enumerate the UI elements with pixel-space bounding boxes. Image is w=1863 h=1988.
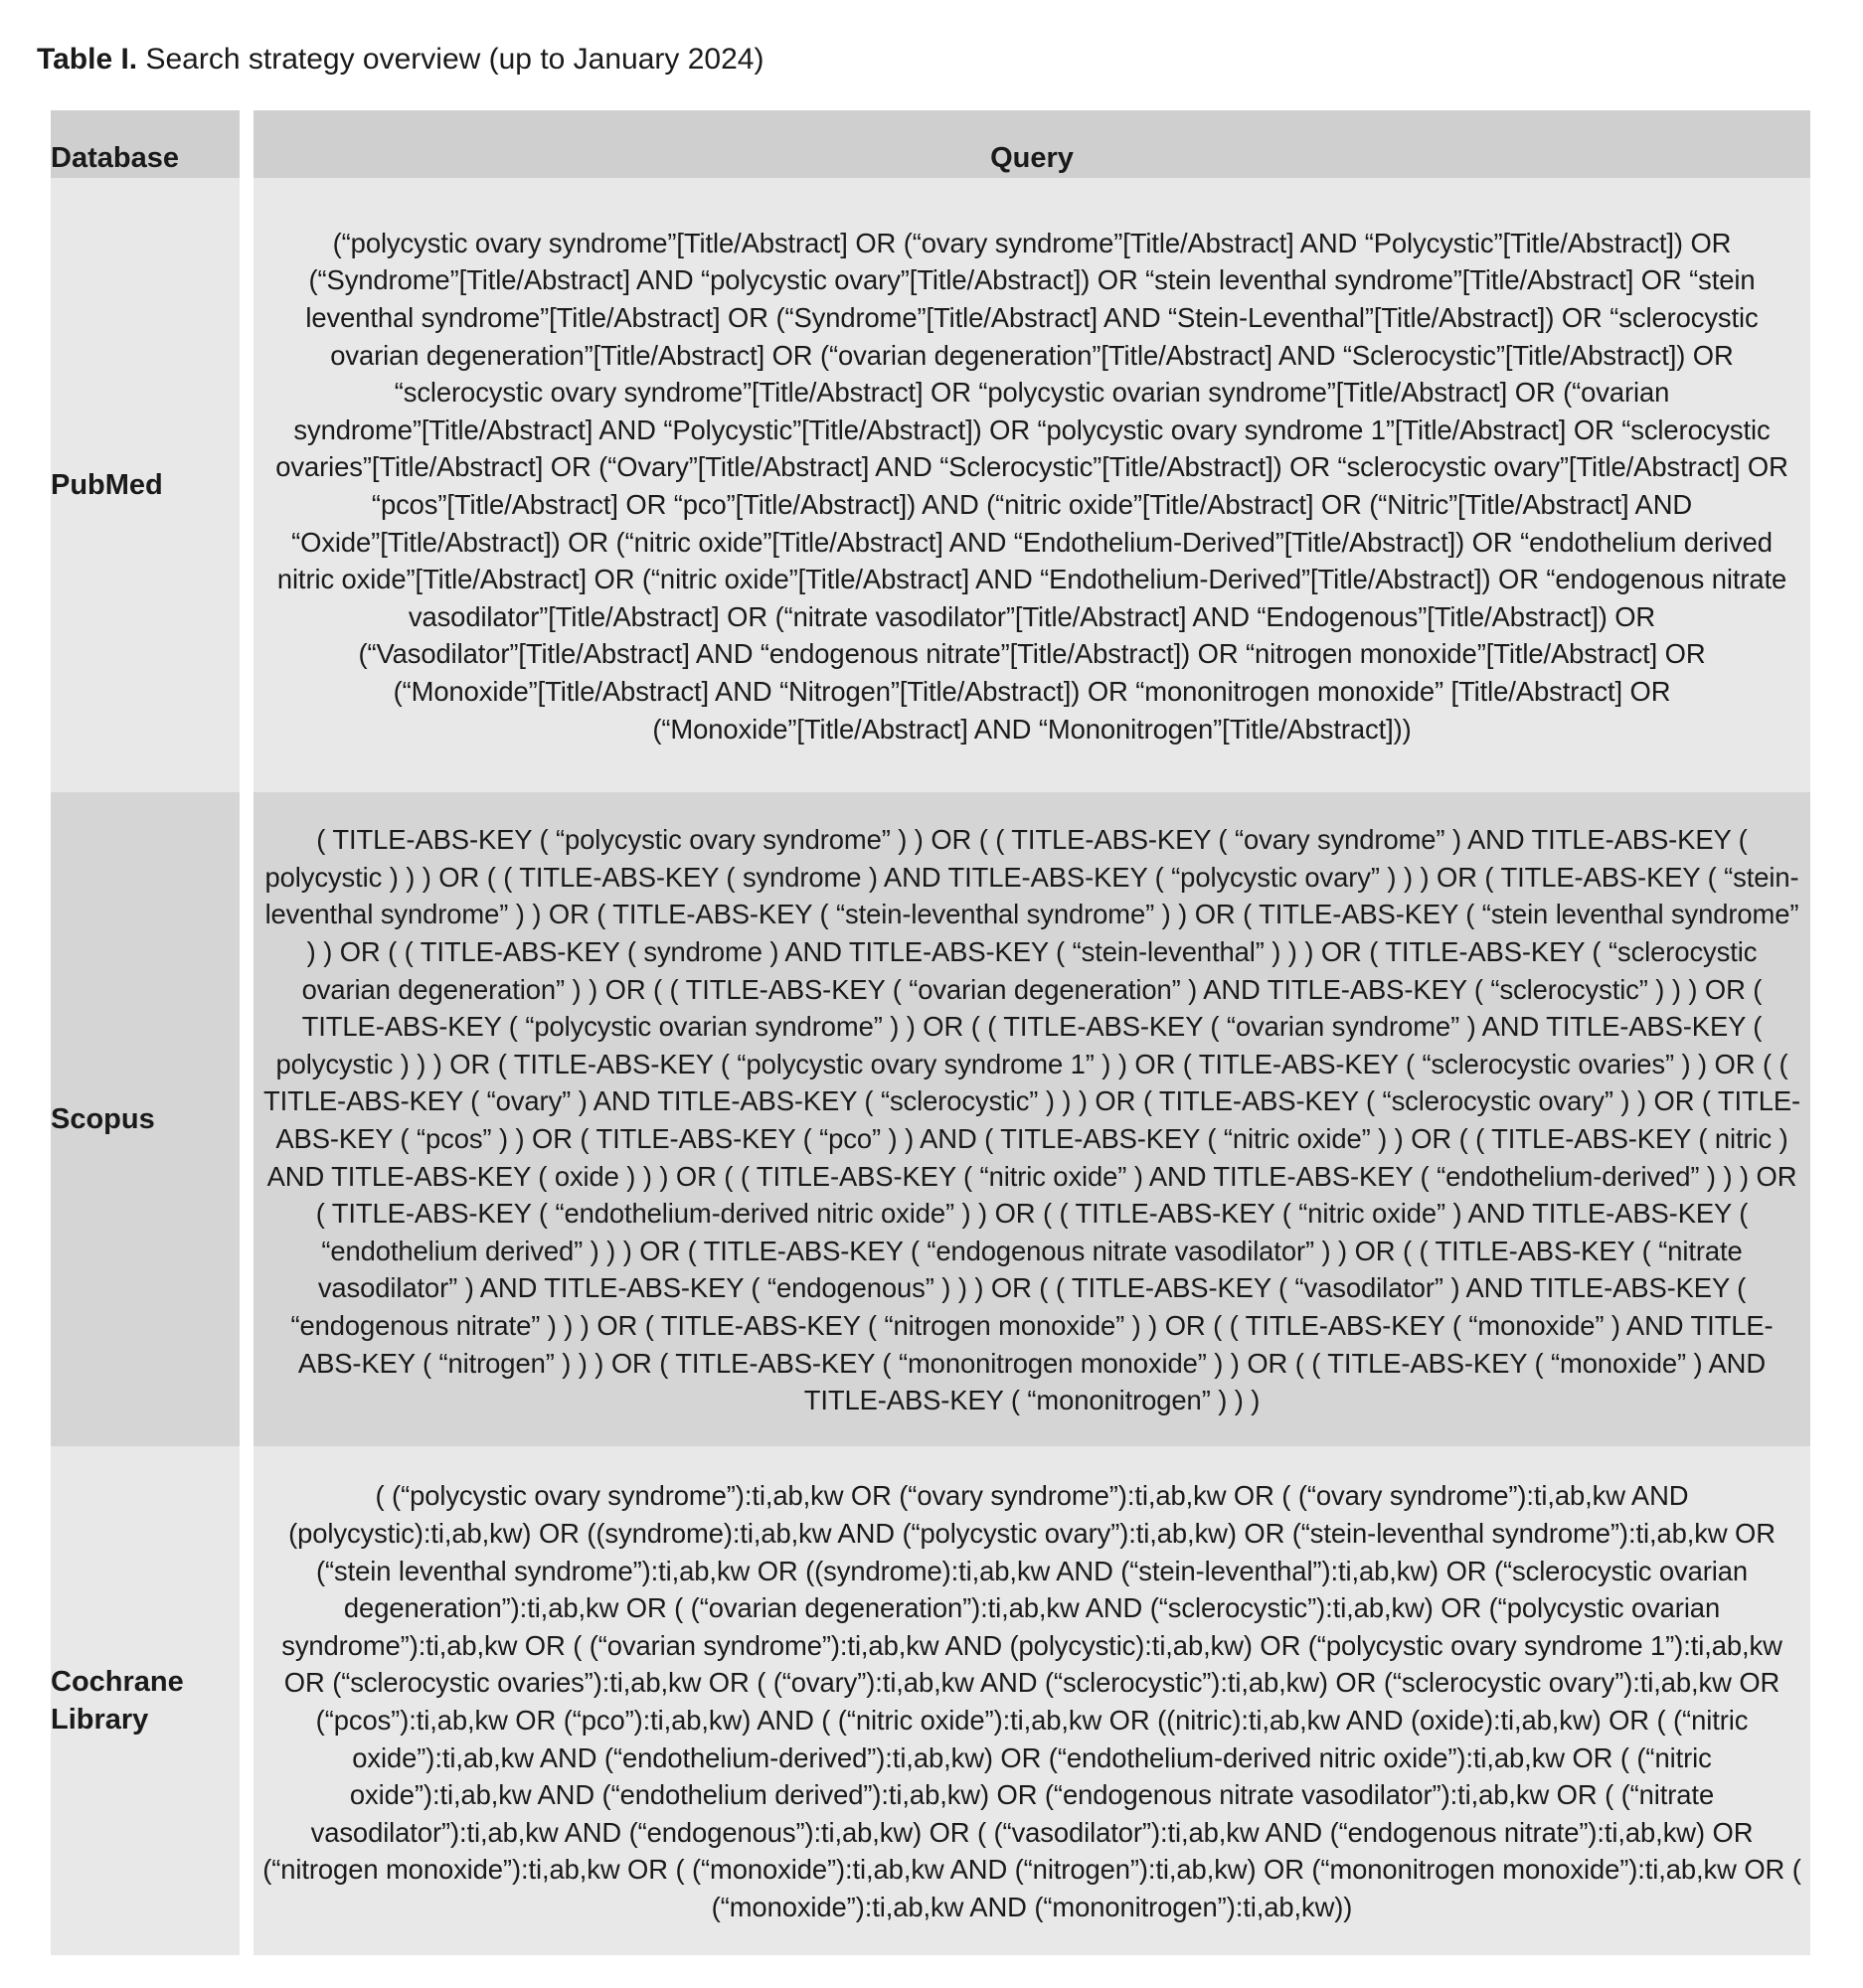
database-cell: Scopus [51, 792, 240, 1446]
table-header-row [51, 110, 1810, 178]
database-cell: Cochrane Library [51, 1446, 240, 1955]
column-header-database: Database [51, 110, 240, 178]
query-cell: (“polycystic ovary syndrome”[Title/Abstract] OR (“ovary syndrome”[Title/Abstract] AND “Polycystic”[Title/Abstract]) OR (“Syndrome”[Title/Abstract] AND “polycystic ovary”[Title/Abstract]) OR “stein leventhal syndrome”[Title/Abstract] OR “stein leventhal syndrome”[Title/Abstract] OR (“Syndrome”[Title/Abstract] AND “Stein-Leventhal”[Title/Abstract]) OR “sclerocystic ovarian degeneration”[Title/Abstract] OR (“ovarian degeneration”[Title/Abstract] AND “Sclerocystic”[Title/Abstract]) OR “sclerocystic ovary syndrome”[Title/Abstract] OR “polycystic ovarian syndrome”[Title/Abstract] OR (“ovarian syndrome”[Title/Abstract] AND “Polycystic”[Title/Abstract]) OR “polycystic ovary syndrome 1”[Title/Abstract] OR “sclerocystic ovaries”[Title/Abstract] OR (“Ovary”[Title/Abstract] AND “Sclerocystic”[Title/Abstract]) OR “sclerocystic ovary”[Title/Abstract] OR “pcos”[Title/Abstract] OR “pco”[Title/Abstract]) AND (“nitric oxide”[Title/Abstract] OR (“Nitric”[Title/Abstract] AND “Oxide”[Title/Abstract]) OR (“nitric oxide”[Title/Abstract] AND “Endothelium-Derived”[Title/Abstract]) OR “endothelium derived nitric oxide”[Title/Abstract] OR (“nitric oxide”[Title/Abstract] AND “Endothelium-Derived”[Title/Abstract]) OR “endogenous nitrate vasodilator”[Title/Abstract] OR (“nitrate vasodilator”[Title/Abstract] AND “Endogenous”[Title/Abstract]) OR (“Vasodilator”[Title/Abstract] AND “endogenous nitrate”[Title/Abstract]) OR “nitrogen monoxide”[Title/Abstract] OR (“Monoxide”[Title/Abstract] AND “Nitrogen”[Title/Abstract]) OR “mononitrogen monoxide” [Title/Abstract] OR (“Monoxide”[Title/Abstract] AND “Mononitrogen”[Title/Abstract])) [254, 178, 1810, 792]
table-caption [37, 38, 763, 82]
table-caption-text: Search strategy overview (up to January 2024) [145, 43, 764, 76]
search-strategy-table [37, 110, 1824, 1955]
table-row-cochrane-library [51, 1446, 1810, 1955]
query-cell: ( (“polycystic ovary syndrome”):ti,ab,kw OR (“ovary syndrome”):ti,ab,kw OR ( (“ovary syndrome”):ti,ab,kw AND (polycystic):ti,ab,kw) OR ((syndrome):ti,ab,kw AND (“polycystic ovary”):ti,ab,kw) OR (“stein-leventhal syndrome”):ti,ab,kw OR (“stein leventhal syndrome”):ti,ab,kw OR ((syndrome):ti,ab,kw AND (“stein-leventhal”):ti,ab,kw) OR (“sclerocystic ovarian degeneration”):ti,ab,kw OR ( (“ovarian degeneration”):ti,ab,kw AND (“sclerocystic”):ti,ab,kw) OR (“polycystic ovarian syndrome”):ti,ab,kw OR ( (“ovarian syndrome”):ti,ab,kw AND (polycystic):ti,ab,kw) OR (“polycystic ovary syndrome 1”):ti,ab,kw OR (“sclerocystic ovaries”):ti,ab,kw OR ( (“ovary”):ti,ab,kw AND (“sclerocystic”):ti,ab,kw) OR (“sclerocystic ovary”):ti,ab,kw OR (“pcos”):ti,ab,kw OR (“pco”):ti,ab,kw) AND ( (“nitric oxide”):ti,ab,kw OR ((nitric):ti,ab,kw AND (oxide):ti,ab,kw) OR ( (“nitric oxide”):ti,ab,kw AND (“endothelium-derived”):ti,ab,kw) OR (“endothelium-derived nitric oxide”):ti,ab,kw OR ( (“nitric oxide”):ti,ab,kw AND (“endothelium derived”):ti,ab,kw) OR (“endogenous nitrate vasodilator”):ti,ab,kw OR ( (“nitrate vasodilator”):ti,ab,kw AND (“endogenous”):ti,ab,kw) OR ( (“vasodilator”):ti,ab,kw AND (“endogenous nitrate”):ti,ab,kw) OR (“nitrogen monoxide”):ti,ab,kw OR ( (“monoxide”):ti,ab,kw AND (“nitrogen”):ti,ab,kw) OR (“mononitrogen monoxide”):ti,ab,kw OR ( (“monoxide”):ti,ab,kw AND (“mononitrogen”):ti,ab,kw)) [254, 1446, 1810, 1955]
column-header-query: Query [254, 110, 1810, 178]
query-cell: ( TITLE-ABS-KEY ( “polycystic ovary syndrome” ) ) OR ( ( TITLE-ABS-KEY ( “ovary syndrome” ) AND TITLE-ABS-KEY ( polycystic ) ) ) OR ( ( TITLE-ABS-KEY ( syndrome ) AND TITLE-ABS-KEY ( “polycystic ovary” ) ) ) OR ( TITLE-ABS-KEY ( “stein-leventhal syndrome” ) ) OR ( TITLE-ABS-KEY ( “stein-leventhal syndrome” ) ) OR ( TITLE-ABS-KEY ( “stein leventhal syndrome” ) ) OR ( ( TITLE-ABS-KEY ( syndrome ) AND TITLE-ABS-KEY ( “stein-leventhal” ) ) ) OR ( TITLE-ABS-KEY ( “sclerocystic ovarian degeneration” ) ) OR ( ( TITLE-ABS-KEY ( “ovarian degeneration” ) AND TITLE-ABS-KEY ( “sclerocystic” ) ) ) OR ( TITLE-ABS-KEY ( “polycystic ovarian syndrome” ) ) OR ( ( TITLE-ABS-KEY ( “ovarian syndrome” ) AND TITLE-ABS-KEY ( polycystic ) ) ) OR ( TITLE-ABS-KEY ( “polycystic ovary syndrome 1” ) ) OR ( TITLE-ABS-KEY ( “sclerocystic ovaries” ) ) OR ( ( TITLE-ABS-KEY ( “ovary” ) AND TITLE-ABS-KEY ( “sclerocystic” ) ) ) OR ( TITLE-ABS-KEY ( “sclerocystic ovary” ) ) OR ( TITLE-ABS-KEY ( “pcos” ) ) OR ( TITLE-ABS-KEY ( “pco” ) ) AND ( TITLE-ABS-KEY ( “nitric oxide” ) ) OR ( ( TITLE-ABS-KEY ( nitric ) AND TITLE-ABS-KEY ( oxide ) ) ) OR ( ( TITLE-ABS-KEY ( “nitric oxide” ) AND TITLE-ABS-KEY ( “endothelium-derived” ) ) ) OR ( TITLE-ABS-KEY ( “endothelium-derived nitric oxide” ) ) OR ( ( TITLE-ABS-KEY ( “nitric oxide” ) AND TITLE-ABS-KEY ( “endothelium derived” ) ) ) OR ( TITLE-ABS-KEY ( “endogenous nitrate vasodilator” ) ) OR ( ( TITLE-ABS-KEY ( “nitrate vasodilator” ) AND TITLE-ABS-KEY ( “endogenous” ) ) ) OR ( ( TITLE-ABS-KEY ( “vasodilator” ) AND TITLE-ABS-KEY ( “endogenous nitrate” ) ) ) OR ( TITLE-ABS-KEY ( “nitrogen monoxide” ) ) OR ( ( TITLE-ABS-KEY ( “monoxide” ) AND TITLE-ABS-KEY ( “nitrogen” ) ) ) OR ( TITLE-ABS-KEY ( “mononitrogen monoxide” ) ) OR ( ( TITLE-ABS-KEY ( “monoxide” ) AND TITLE-ABS-KEY ( “mononitrogen” ) ) ) [254, 792, 1810, 1446]
table-caption-label: Table I. [37, 43, 138, 76]
database-cell: PubMed [51, 178, 240, 792]
table-row-scopus [51, 792, 1810, 1446]
table-row-pubmed [51, 178, 1810, 792]
